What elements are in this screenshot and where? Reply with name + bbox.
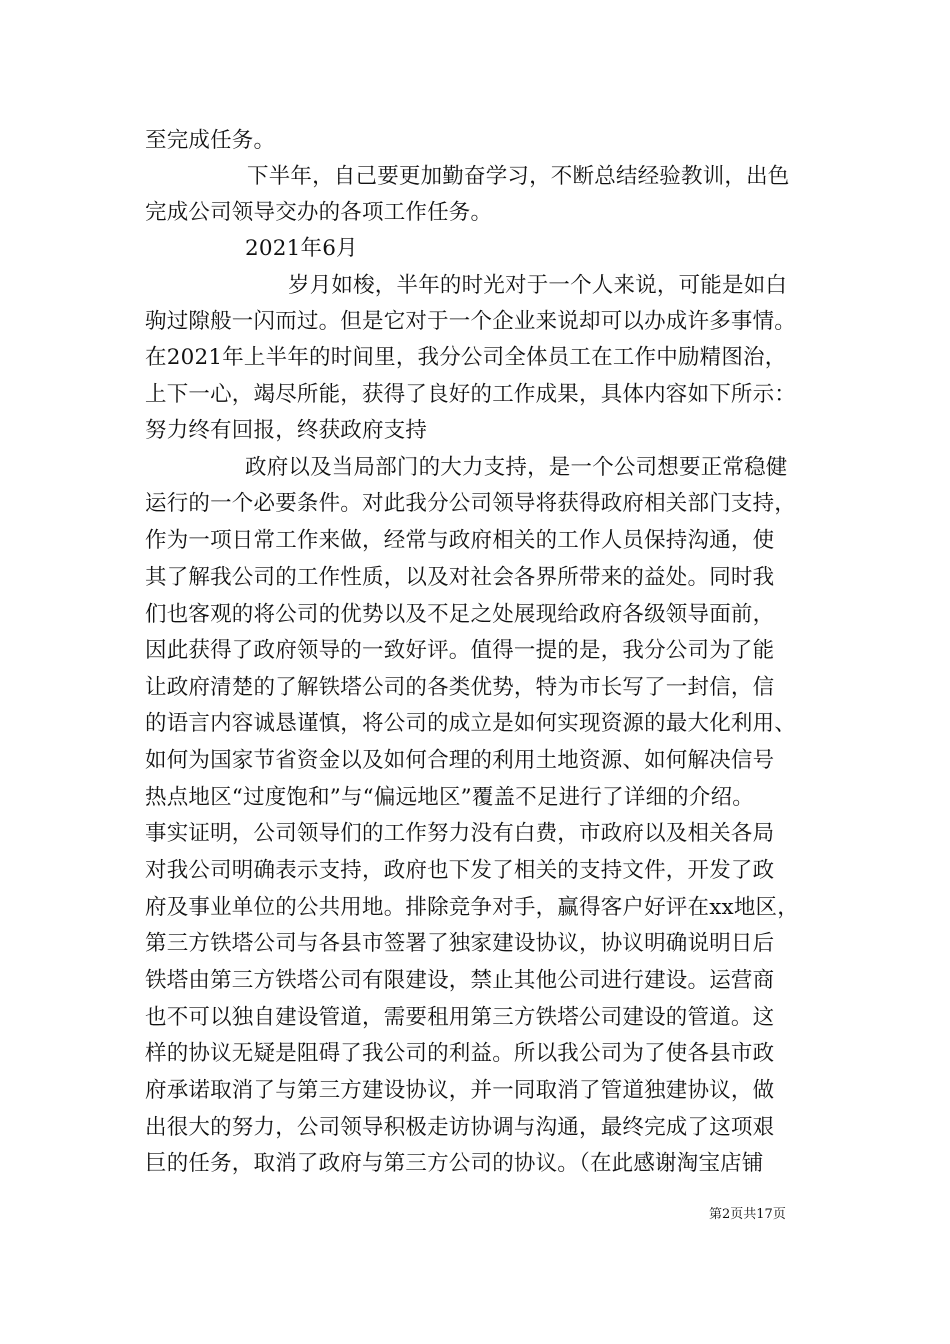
text-line: 政府以及当局部门的大力支持，是一个公司想要正常稳健: [245, 455, 788, 480]
text-line: 下半年，自己要更加勤奋学习，不断总结经验教训，出色: [247, 164, 790, 189]
text-line: 们也客观的将公司的优势以及不足之处展现给政府各级领导面前，: [145, 602, 775, 627]
text-line: 巨的任务，取消了政府与第三方公司的协议。（在此感谢淘宝店铺: [145, 1151, 764, 1176]
text-line: 让政府清楚的了解铁塔公司的各类优势，特为市长写了一封信，信: [145, 675, 775, 700]
text-line: 至完成任务。: [145, 128, 276, 153]
text-line: 第三方铁塔公司与各县市签署了独家建设协议，协议明确说明日后: [145, 931, 775, 956]
text-line: 上下一心，竭尽所能，获得了良好的工作成果，具体内容如下所示：: [145, 382, 797, 407]
text-line: 铁塔由第三方铁塔公司有限建设，禁止其他公司进行建设。运营商: [145, 968, 775, 993]
text-line: 作为一项日常工作来做，经常与政府相关的工作人员保持沟通，使: [145, 528, 775, 553]
text-line: 府承诺取消了与第三方建设协议，并一同取消了管道独建协议，做: [145, 1078, 775, 1103]
text-line: 样的协议无疑是阻碍了我公司的利益。所以我公司为了使各县市政: [145, 1041, 775, 1066]
text-line: 也不可以独自建设管道，需要租用第三方铁塔公司建设的管道。这: [145, 1005, 775, 1030]
text-line: 如何为国家节省资金以及如何合理的利用土地资源、如何解决信号: [145, 748, 775, 773]
text-line: 的语言内容诚恳谨慎，将公司的成立是如何实现资源的最大化利用、: [145, 711, 797, 736]
text-line: 出很大的努力，公司领导积极走访协调与沟通，最终完成了这项艰: [145, 1115, 775, 1140]
text-line: 府及事业单位的公共用地。排除竞争对手，赢得客户好评在xx地区，: [145, 895, 799, 920]
text-line: 运行的一个必要条件。对此我分公司领导将获得政府相关部门支持，: [145, 491, 797, 516]
section-heading: 努力终有回报，终获政府支持: [145, 418, 428, 443]
page-number-footer: 第2页共17页: [709, 1207, 786, 1222]
text-line: 完成公司领导交办的各项工作任务。: [145, 200, 493, 225]
text-line: 岁月如梭，半年的时光对于一个人来说，可能是如白: [288, 273, 788, 298]
text-line: 热点地区“过度饱和”与“偏远地区”覆盖不足进行了详细的介绍。: [145, 785, 754, 810]
text-line: 驹过隙般一闪而过。但是它对于一个企业来说却可以办成许多事情。: [145, 309, 797, 334]
text-line: 在2021年上半年的时间里，我分公司全体员工在工作中励精图治，: [145, 345, 787, 370]
date-line: 2021年6月: [245, 236, 358, 261]
text-line: 因此获得了政府领导的一致好评。值得一提的是，我分公司为了能: [145, 638, 775, 663]
text-line: 其了解我公司的工作性质，以及对社会各界所带来的益处。同时我: [145, 565, 775, 590]
text-line: 对我公司明确表示支持，政府也下发了相关的支持文件，开发了政: [145, 858, 775, 883]
text-line: 事实证明，公司领导们的工作努力没有白费，市政府以及相关各局: [145, 821, 775, 846]
